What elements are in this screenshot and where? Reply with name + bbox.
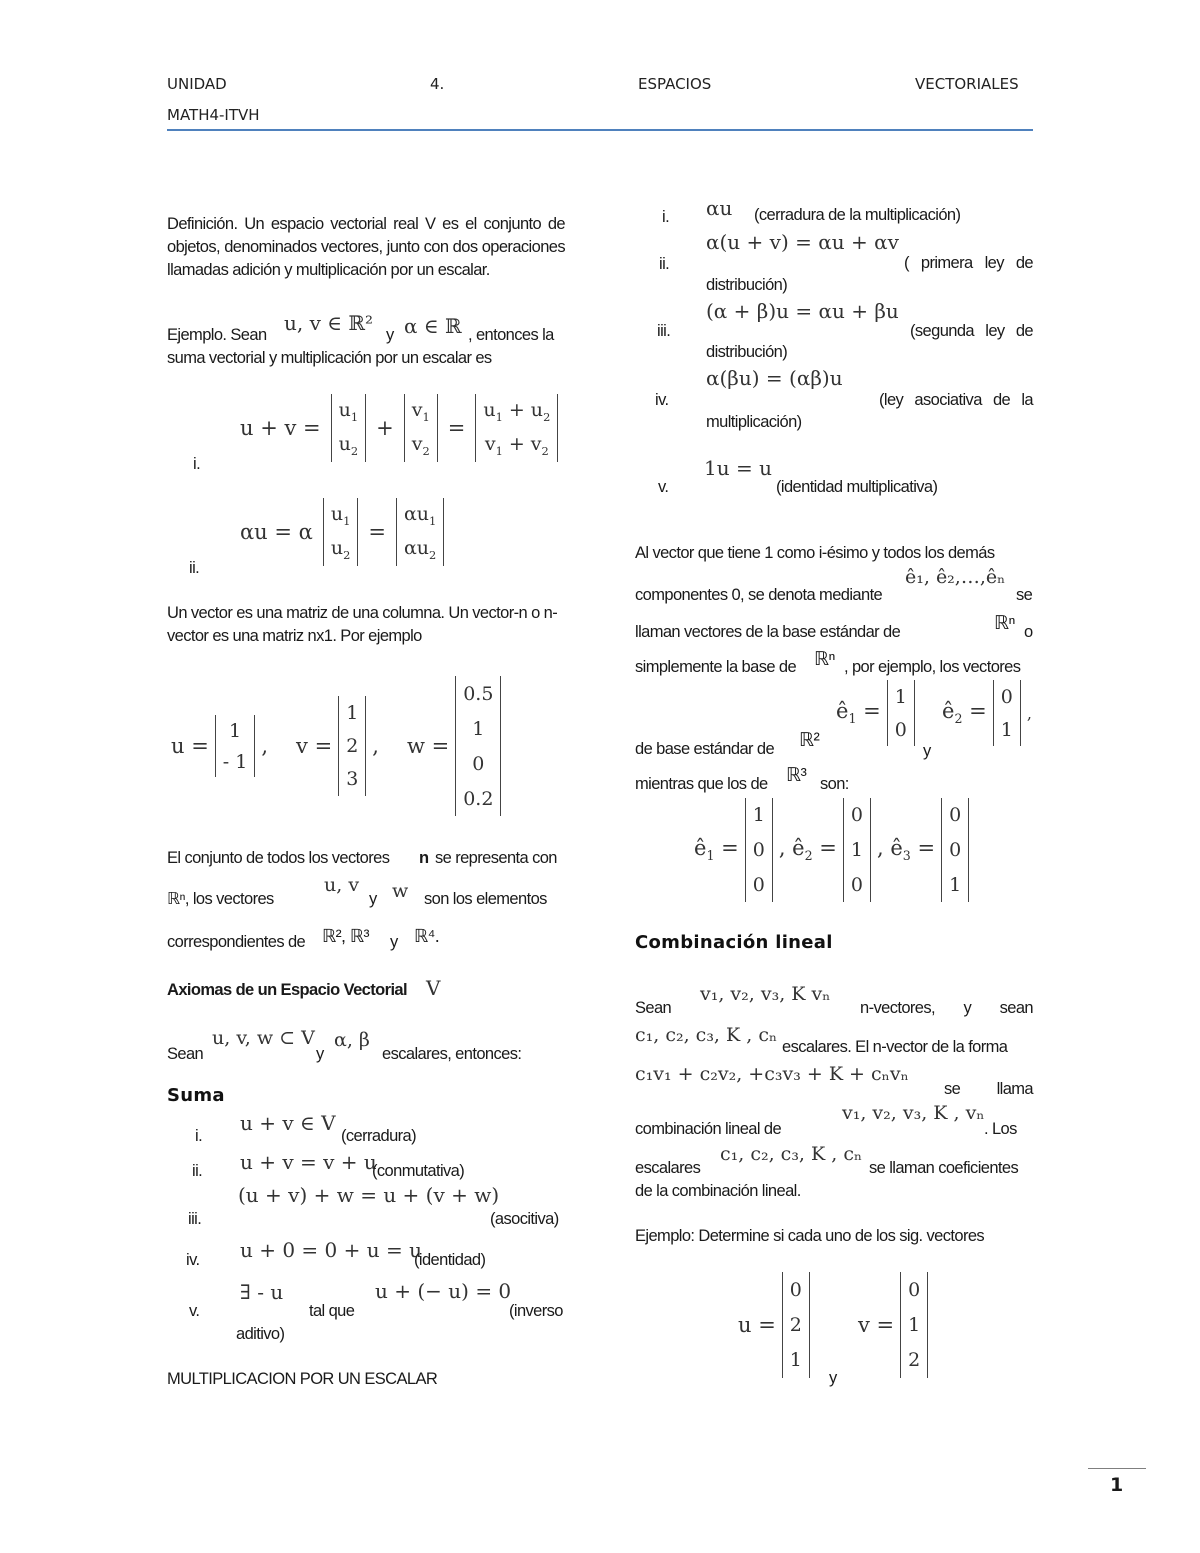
mult-title: MULTIPLICACION POR UN ESCALAR (167, 1370, 438, 1388)
page-number-rule (1088, 1468, 1146, 1469)
vector-u-example: 1 - 1 (215, 715, 256, 777)
r2-e2-matrix: 0 1 (993, 680, 1021, 746)
header-espacios: ESPACIOS (638, 75, 712, 93)
basis-line5-math: ℝ² (799, 730, 820, 751)
r3-e1-matrix: 1 0 0 (745, 798, 773, 902)
matrix-alpha-u: $\alpha u_1$ $\alpha u_2$ (396, 498, 444, 566)
comb-l6: de la combinación lineal. (635, 1182, 801, 1200)
mult-iv-note: (ley asociativa de la (879, 391, 1033, 409)
basis-line2a: componentes 0, se denota mediante (635, 586, 883, 604)
mult-iii-math: (α + β)u = αu + βu (706, 299, 899, 323)
suma-ii-note: (conmutativa) (372, 1162, 465, 1180)
suma-title: Suma (167, 1085, 225, 1106)
mult-iii-note2: distribución) (706, 343, 788, 361)
mult-ii-note: ( primera ley de (904, 254, 1033, 272)
basis-line2-math: ê₁, ê₂,…,êₙ (905, 566, 1006, 588)
comb-l4b: . Los (984, 1120, 1017, 1138)
example2-vector-v: v = 0 1 2 (858, 1272, 928, 1378)
comb-l4a: combinación lineal de (635, 1120, 782, 1138)
matrix-u: $u_1$ $u_2$ (331, 394, 367, 462)
example2-u-matrix: 0 2 1 (782, 1272, 810, 1378)
set-line2-y: y (369, 890, 377, 908)
example-vectors: u = 1 - 1 , v = 1 2 3 , w = 0.5 1 0 0.2 (171, 676, 501, 816)
suma-v-math: ∃ - u (240, 1280, 284, 1304)
comb-l2b: escalares. El n-vector de la forma (782, 1038, 1008, 1056)
example-intro: Ejemplo. Sean (167, 326, 267, 344)
set-line3-r4: ℝ⁴. (414, 926, 440, 946)
suma-ii-num: ii. (192, 1162, 203, 1180)
sean-math: u, v, w ⊂ V (212, 1027, 315, 1049)
set-line2-uv: u, v (324, 874, 360, 896)
set-line3-math: ℝ², ℝ³ (322, 926, 369, 946)
set-line2-b: son los elementos (424, 890, 547, 908)
comb-l3b: se llama (944, 1080, 1033, 1098)
vector-sum-formula: u + v = $u_1$ $u_2$ + $v_1$ $v_2$ = $u_1 + u_2$ $v_1 + v_2$ (240, 394, 558, 462)
comb-l5-math: c₁, c₂, c₃, K , cₙ (720, 1143, 863, 1165)
comb-l1b: n-vectores, y sean (860, 999, 1033, 1017)
basis-line6a: mientras que los de (635, 775, 768, 793)
example-line2: suma vectorial y multiplicación por un escalar es (167, 349, 492, 367)
mult-ii-math: α(u + v) = αu + αv (706, 230, 899, 254)
basis-line5a: de base estándar de (635, 740, 775, 758)
sean-alpha-beta: α, β (334, 1029, 370, 1051)
set-line2-w: w (392, 880, 409, 902)
vector-definition: Un vector es una matriz de una columna. Un vector-n o n-vector es una matriz nx1. Por ejemplo (167, 604, 558, 645)
set-line3-a: correspondientes de (167, 933, 306, 951)
comb-title: Combinación lineal (635, 932, 833, 953)
mult-i-math: αu (706, 196, 733, 220)
basis-line4-math: ℝⁿ (814, 649, 835, 670)
scalar-lhs: αu = α (240, 520, 313, 544)
mult-iii-note: (segunda ley de (910, 322, 1033, 340)
suma-iv-num: iv. (186, 1251, 200, 1269)
suma-v-note: (inverso (509, 1302, 563, 1320)
suma-i-num: i. (195, 1127, 203, 1145)
suma-iii-note: (asocitiva) (490, 1210, 559, 1228)
basis-line6-math: ℝ³ (786, 765, 807, 786)
basis-line3a: llaman vectores de la base estándar de (635, 623, 901, 641)
suma-iv-math: u + 0 = 0 + u = u (240, 1238, 422, 1262)
header-rule (167, 129, 1033, 131)
set-line2-a: ℝⁿ, los vectores (167, 890, 274, 908)
matrix-sum: $u_1 + u_2$ $v_1 + v_2$ (475, 394, 558, 462)
suma-ii-math: u + v = v + u (240, 1150, 377, 1174)
comb-l2-math: c₁, c₂, c₃, K , cₙ (635, 1024, 778, 1046)
basis-line5-y: y (923, 742, 931, 760)
header-vectoriales: VECTORIALES (915, 75, 1019, 93)
r2-basis-e1: $ê_1$ = 1 0 (836, 680, 915, 746)
set-line1-n: n (419, 849, 429, 867)
mult-v-math: 1u = u (704, 456, 772, 480)
sean-post: escalares, entonces: (382, 1045, 522, 1063)
basis-line2b: se (1016, 586, 1033, 604)
mult-i-num: i. (662, 208, 670, 226)
comb-l5b: se llaman coeficientes (869, 1159, 1019, 1177)
header-course: MATH4-ITVH (167, 106, 260, 124)
set-line1-a: El conjunto de todos los vectores (167, 849, 390, 867)
sean-label: Sean (167, 1045, 204, 1063)
suma-v-note2: aditivo) (236, 1325, 285, 1343)
definition-paragraph: Definición. Un espacio vectorial real V es el conjunto de objetos, denominados vectores, junto con dos operaciones llamadas adición y multiplicación por un escalar. (167, 215, 565, 279)
vector-v-example: 1 2 3 (338, 696, 366, 796)
basis-line4b: , por ejemplo, los vectores (844, 658, 1021, 676)
vector-w-example: 0.5 1 0 0.2 (455, 676, 501, 816)
suma-iii-num: iii. (188, 1210, 202, 1228)
basis-line3-math: ℝⁿ (994, 613, 1015, 634)
r3-e3-matrix: 0 0 1 (941, 798, 969, 902)
set-line3-y: y (390, 933, 398, 951)
r2-basis-e2: $ê_2$ = 0 1 , (942, 680, 1032, 746)
example-y: y (386, 326, 394, 344)
mult-iv-note2: multiplicación) (706, 413, 802, 431)
basis-line1: Al vector que tiene 1 como i-ésimo y todos los demás (635, 544, 995, 562)
matrix-u2: $u_1$ $u_2$ (323, 498, 359, 566)
example2-vector-u: u = 0 2 1 (738, 1272, 810, 1378)
scalar-item-label: ii. (189, 559, 200, 577)
mult-i-note: (cerradura de la multiplicación) (754, 206, 961, 224)
suma-v-mid: tal que (309, 1302, 355, 1320)
mult-iv-num: iv. (655, 391, 669, 409)
sean-y: y (316, 1045, 324, 1063)
axioms-v: V (426, 976, 441, 1000)
mult-iv-math: α(βu) = (αβ)u (706, 366, 843, 390)
example2-y: y (829, 1369, 837, 1387)
suma-i-math: u + v ∈ V (240, 1111, 336, 1135)
r2-e1-matrix: 1 0 (887, 680, 915, 746)
set-line1-b: se representa con (435, 849, 557, 867)
r3-basis: $ê_1$ = 1 0 0 , $ê_2$ = 0 1 0 , $ê_3$ = 0 0 1 (694, 798, 969, 902)
scalar-mult-formula: αu = α $u_1$ $u_2$ = $\alpha u_1$ $\alpha u_2$ (240, 498, 444, 566)
r3-e2-matrix: 0 1 0 (843, 798, 871, 902)
page-number: 1 (1110, 1474, 1124, 1496)
comb-l1-math: v₁, v₂, v₃, K vₙ (700, 983, 831, 1005)
example2-text: Ejemplo: Determine si cada uno de los sig. vectores (635, 1227, 985, 1245)
mult-ii-note2: distribución) (706, 276, 788, 294)
sum-lhs: u + v = (240, 416, 321, 440)
example-uv-math: u, v ∈ ℝ² (284, 311, 374, 335)
example-alpha-math: α ∈ ℝ (404, 314, 462, 338)
sum-item-label: i. (193, 455, 201, 473)
suma-v-num: v. (189, 1302, 200, 1320)
comb-l1a: Sean (635, 999, 672, 1017)
matrix-v: $v_1$ $v_2$ (404, 394, 438, 462)
header-number: 4. (430, 75, 445, 93)
comb-l5a: escalares (635, 1159, 701, 1177)
comb-l4-math: v₁, v₂, v₃, K , vₙ (842, 1102, 985, 1124)
mult-iii-num: iii. (657, 322, 671, 340)
mult-v-note: (identidad multiplicativa) (776, 478, 938, 496)
example-entonces: , entonces la (468, 326, 554, 344)
axioms-title: Axiomas de un Espacio Vectorial (167, 981, 407, 999)
suma-v-math2: u + (− u) = 0 (375, 1279, 512, 1303)
comb-l3-math: c₁v₁ + c₂v₂, +c₃v₃ + K + cₙvₙ (635, 1063, 909, 1085)
header-unidad: UNIDAD (167, 75, 227, 93)
suma-i-note: (cerradura) (341, 1127, 417, 1145)
suma-iv-note: (identidad) (414, 1251, 486, 1269)
basis-line3b: o (1024, 623, 1033, 641)
mult-v-num: v. (658, 478, 669, 496)
example2-v-matrix: 0 1 2 (900, 1272, 928, 1378)
suma-iii-math: (u + v) + w = u + (v + w) (238, 1183, 500, 1207)
basis-line4a: simplemente la base de (635, 658, 797, 676)
basis-line6b: son: (820, 775, 849, 793)
mult-ii-num: ii. (659, 255, 670, 273)
